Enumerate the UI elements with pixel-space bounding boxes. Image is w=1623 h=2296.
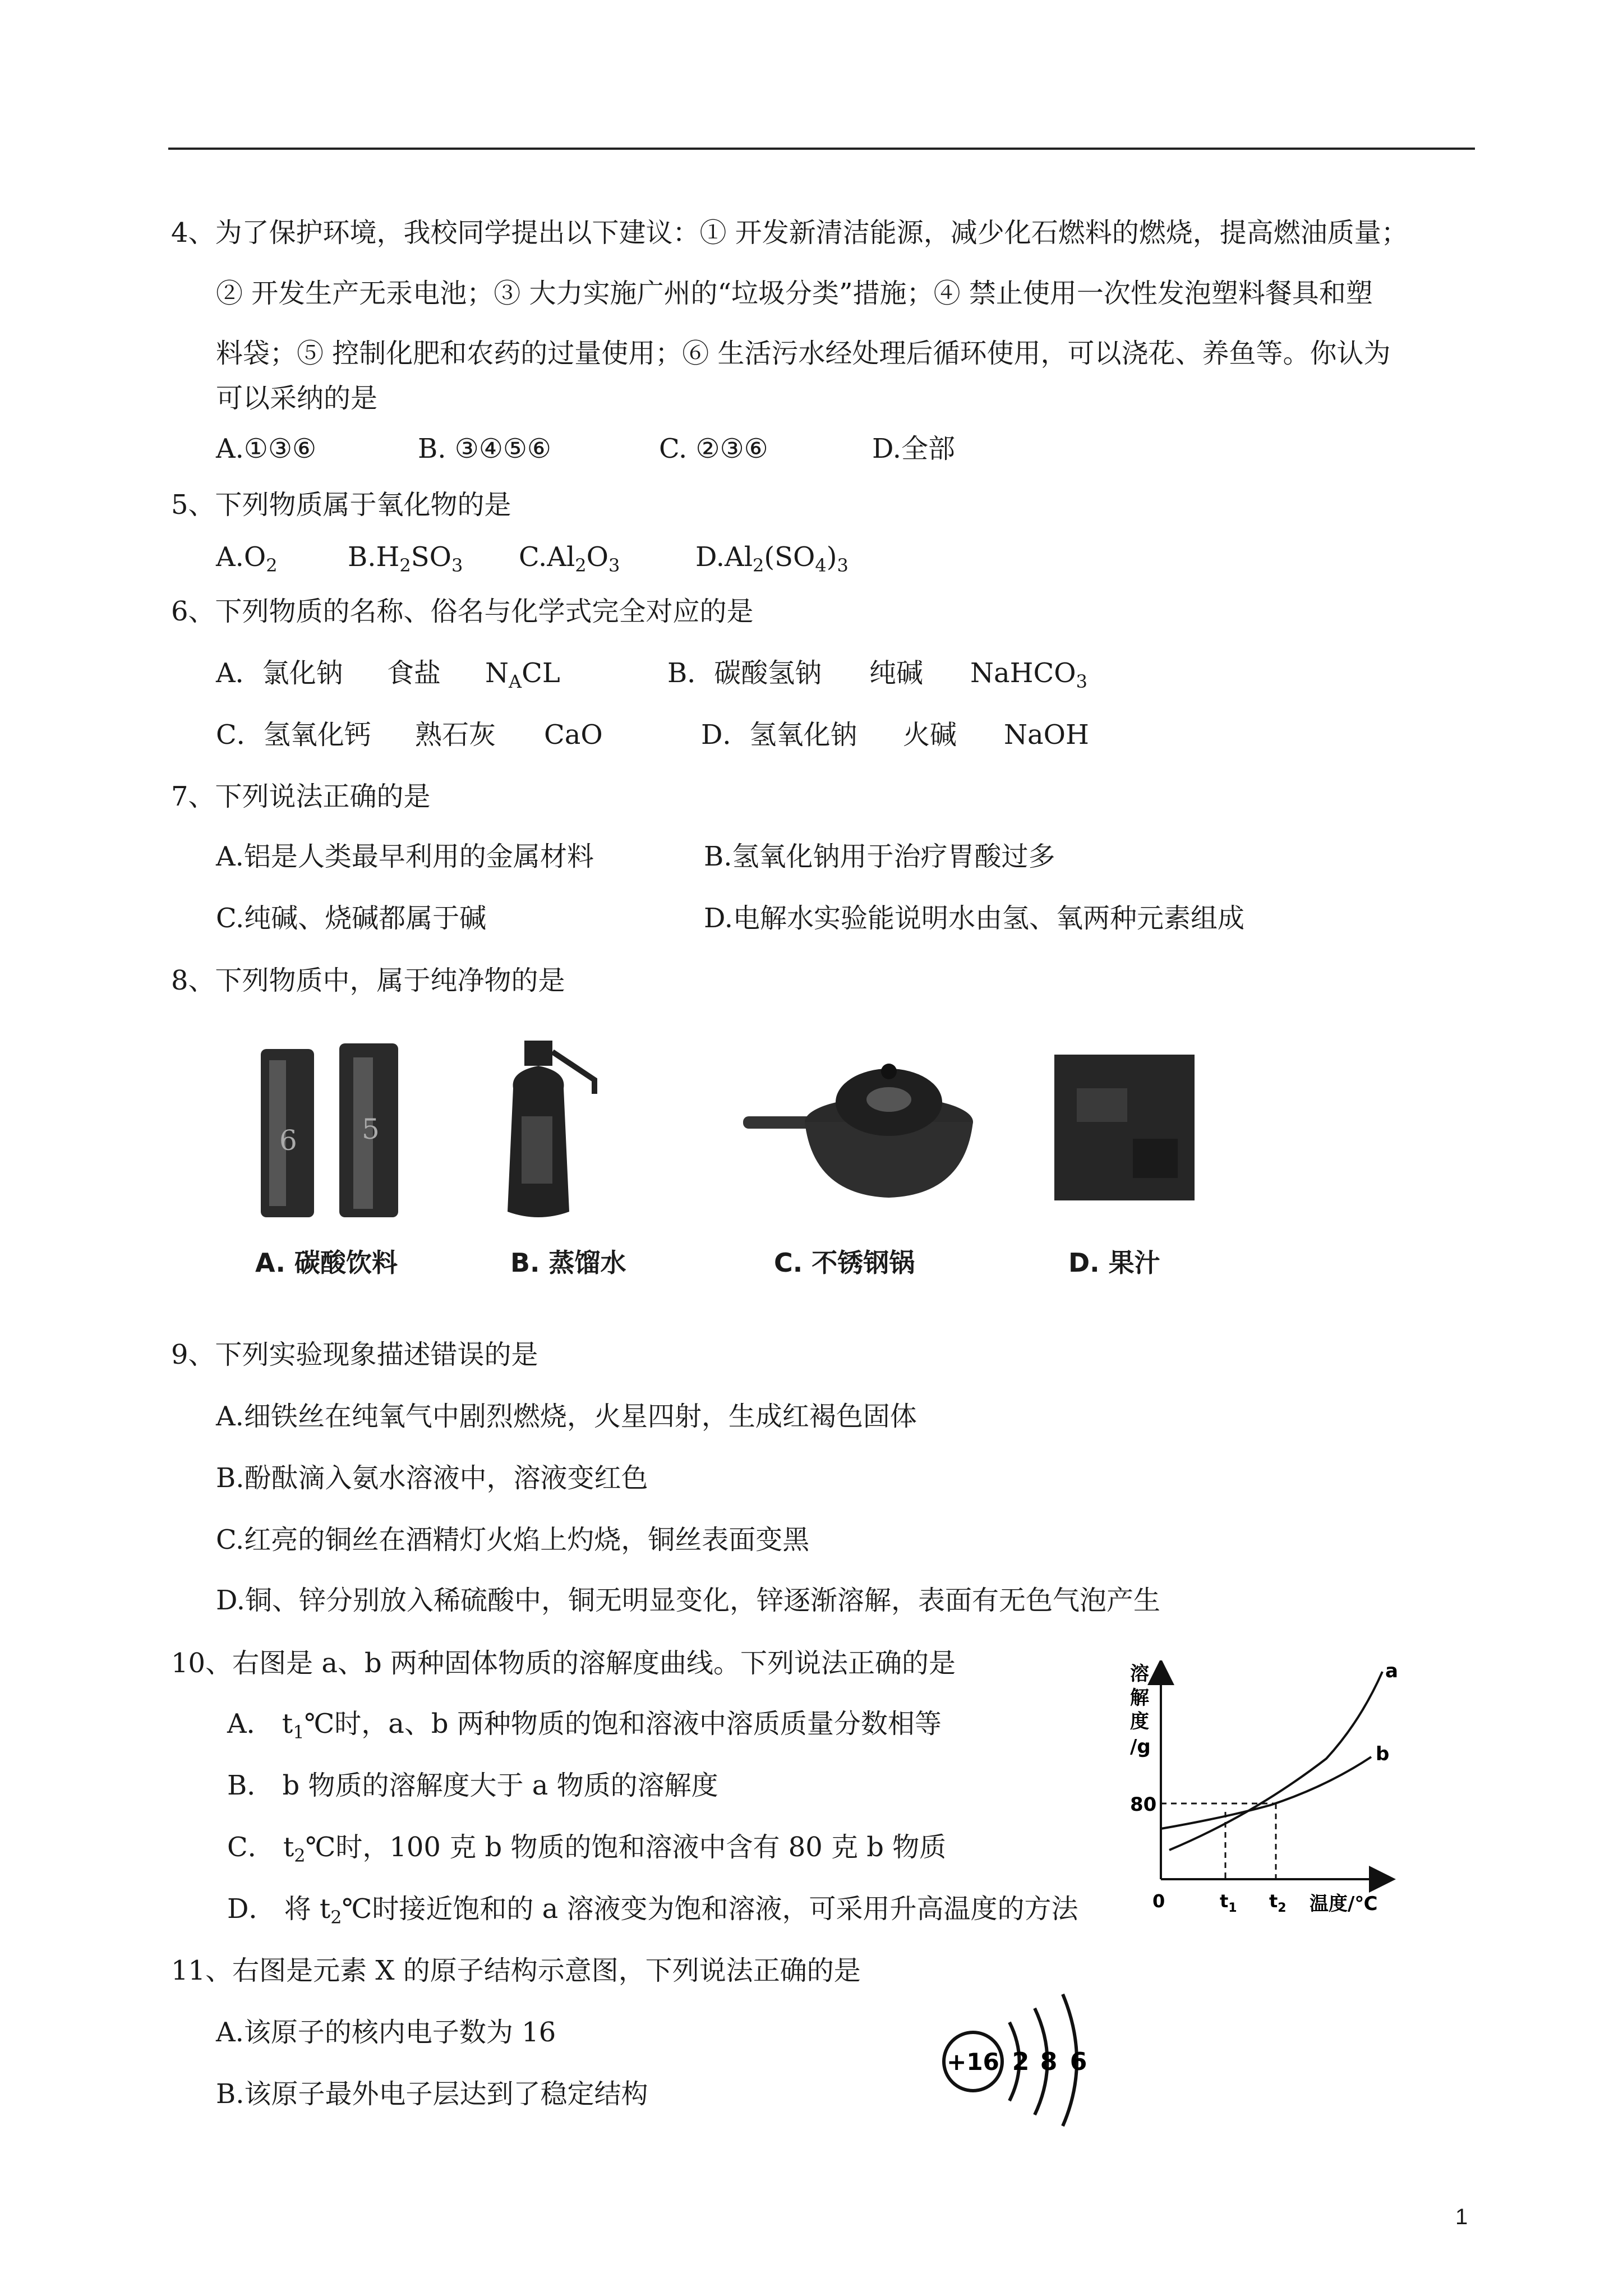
series-a-label: a	[1385, 1660, 1398, 1682]
origin-label: 0	[1152, 1890, 1165, 1912]
q6-stem: 6、下列物质的名称、俗名与化学式完全对应的是	[171, 596, 754, 627]
q6-option-a-common: 食盐	[387, 657, 441, 689]
svg-text:5: 5	[362, 1113, 380, 1145]
nucleus-charge: +16	[947, 2048, 999, 2076]
y-tick-80: 80	[1130, 1793, 1157, 1816]
q4-line3: 料袋；⑤ 控制化肥和农药的过量使用；⑥ 生活污水经处理后循环使用，可以浇花、养鱼等。你认为	[216, 338, 1391, 369]
x-tick-t1: $t_1$	[1220, 1890, 1237, 1915]
q9-option-c: C.红亮的铜丝在酒精灯火焰上灼烧，铜丝表面变黑	[216, 1524, 810, 1556]
q6-option-b-common: 纯碱	[869, 657, 924, 689]
q5-option-b: $B.H_2SO_3$	[348, 541, 463, 576]
q8-caption-b: B. 蒸馏水	[510, 1248, 626, 1278]
q6-option-d-common: 火碱	[903, 719, 957, 751]
series-b-label: b	[1376, 1743, 1390, 1765]
q7-stem: 7、下列说法正确的是	[171, 781, 431, 812]
stainless-steel-pot-image	[740, 1027, 987, 1240]
carbonated-drink-image	[247, 1027, 437, 1240]
q8-stem: 8、下列物质中，属于纯净物的是	[171, 965, 565, 996]
q7-option-b: B.氢氧化钠用于治疗胃酸过多	[704, 841, 1055, 872]
q4-line4: 可以采纳的是	[216, 383, 378, 414]
q10-option-d: D． 将 $t_2℃$时接近饱和的 a 溶液变为饱和溶液，可采用升高温度的方法	[227, 1893, 1078, 1928]
svg-text:6: 6	[279, 1124, 297, 1157]
q10-option-c: C． $t_2℃$时，100 克 b 物质的饱和溶液中含有 80 克 b 物质	[227, 1832, 947, 1866]
q7-option-c: C.纯碱、烧碱都属于碱	[216, 903, 487, 934]
q4-option-d: D.全部	[872, 433, 956, 464]
fruit-juice-image	[1043, 1027, 1211, 1240]
q5-option-d: $D.Al_2(SO_4)_3$	[695, 541, 849, 576]
header-rule	[168, 148, 1475, 150]
q6-option-d-formula: NaOH	[1004, 719, 1089, 751]
q5-stem: 5、下列物质属于氧化物的是	[171, 489, 511, 521]
q10-option-a: A． $t_1℃$时，a、b 两种物质的饱和溶液中溶质质量分数相等	[227, 1708, 942, 1743]
distilled-water-bottle-image	[482, 1027, 617, 1240]
q7-option-a: A.铝是人类最早利用的金属材料	[216, 841, 594, 872]
q5-option-c: $C.Al_2O_3$	[519, 541, 620, 576]
solubility-chart	[1124, 1660, 1405, 1924]
shell-2-electrons: 8	[1040, 2047, 1058, 2076]
x-tick-t2: $t_2$	[1269, 1890, 1287, 1915]
q10-stem: 10、右图是 a、b 两种固体物质的溶解度曲线。下列说法正确的是	[171, 1648, 956, 1679]
q4-option-a: A.①③⑥	[216, 433, 317, 464]
page-number: 1	[1455, 2205, 1468, 2229]
atom-structure-diagram	[931, 1983, 1133, 2129]
shell-1-electrons: 2	[1012, 2047, 1030, 2076]
curve-a	[1169, 1672, 1382, 1850]
q8-caption-d: D. 果汁	[1068, 1248, 1160, 1278]
q9-option-d: D.铜、锌分别放入稀硫酸中，铜无明显变化，锌逐渐溶解，表面有无色气泡产生	[216, 1585, 1161, 1616]
x-axis-label: 温度/℃	[1310, 1893, 1378, 1915]
q4-line1: 4、为了保护环境，我校同学提出以下建议：① 开发新清洁能源，减少化石燃料的燃烧，提高燃油质量；	[171, 217, 1408, 249]
q4-line2: ② 开发生产无汞电池；③ 大力实施广州的“垃圾分类”措施；④ 禁止使用一次性发泡塑料餐具和塑	[216, 278, 1373, 309]
y-axis-label-2: 解	[1130, 1687, 1149, 1709]
y-axis-label-1: 溶	[1130, 1663, 1149, 1685]
q11-stem: 11、右图是元素 X 的原子结构示意图，下列说法正确的是	[171, 1955, 861, 1986]
q6-option-c-name: C．氢氧化钙	[216, 719, 371, 751]
q7-option-d: D.电解水实验能说明水由氢、氧两种元素组成	[704, 903, 1245, 934]
y-axis-label-4: /g	[1130, 1736, 1151, 1758]
q10-option-b: B． b 物质的溶解度大于 a 物质的溶解度	[227, 1770, 718, 1801]
q9-option-b: B.酚酞滴入氨水溶液中，溶液变红色	[216, 1462, 648, 1494]
q5-option-a: $A.O_2$	[216, 541, 278, 576]
q6-option-b-name: B．碳酸氢钠	[667, 657, 822, 689]
curve-b	[1161, 1757, 1371, 1829]
q9-option-a: A.细铁丝在纯氧气中剧烈燃烧，火星四射，生成红褐色固体	[216, 1401, 917, 1432]
q6-option-c-formula: CaO	[544, 719, 603, 751]
q4-option-c: C. ②③⑥	[659, 433, 768, 464]
q9-stem: 9、下列实验现象描述错误的是	[171, 1339, 538, 1370]
q6-option-a-formula: $N_ACL$	[485, 657, 560, 692]
q11-option-b: B.该原子最外电子层达到了稳定结构	[216, 2078, 648, 2110]
q4-option-b: B. ③④⑤⑥	[418, 433, 551, 464]
q6-option-a-name: A．氯化钠	[216, 657, 343, 689]
q6-option-b-formula: NaHCO$_3$	[970, 657, 1087, 692]
shell-3-electrons: 6	[1069, 2047, 1087, 2076]
q11-option-a: A.该原子的核内电子数为 16	[216, 2017, 556, 2048]
y-axis-label-3: 度	[1130, 1710, 1149, 1733]
q6-option-c-common: 熟石灰	[415, 719, 496, 751]
q6-option-d-name: D．氢氧化钠	[701, 719, 857, 751]
q8-caption-a: A. 碳酸饮料	[255, 1248, 398, 1278]
q8-caption-c: C. 不锈钢锅	[774, 1248, 915, 1278]
